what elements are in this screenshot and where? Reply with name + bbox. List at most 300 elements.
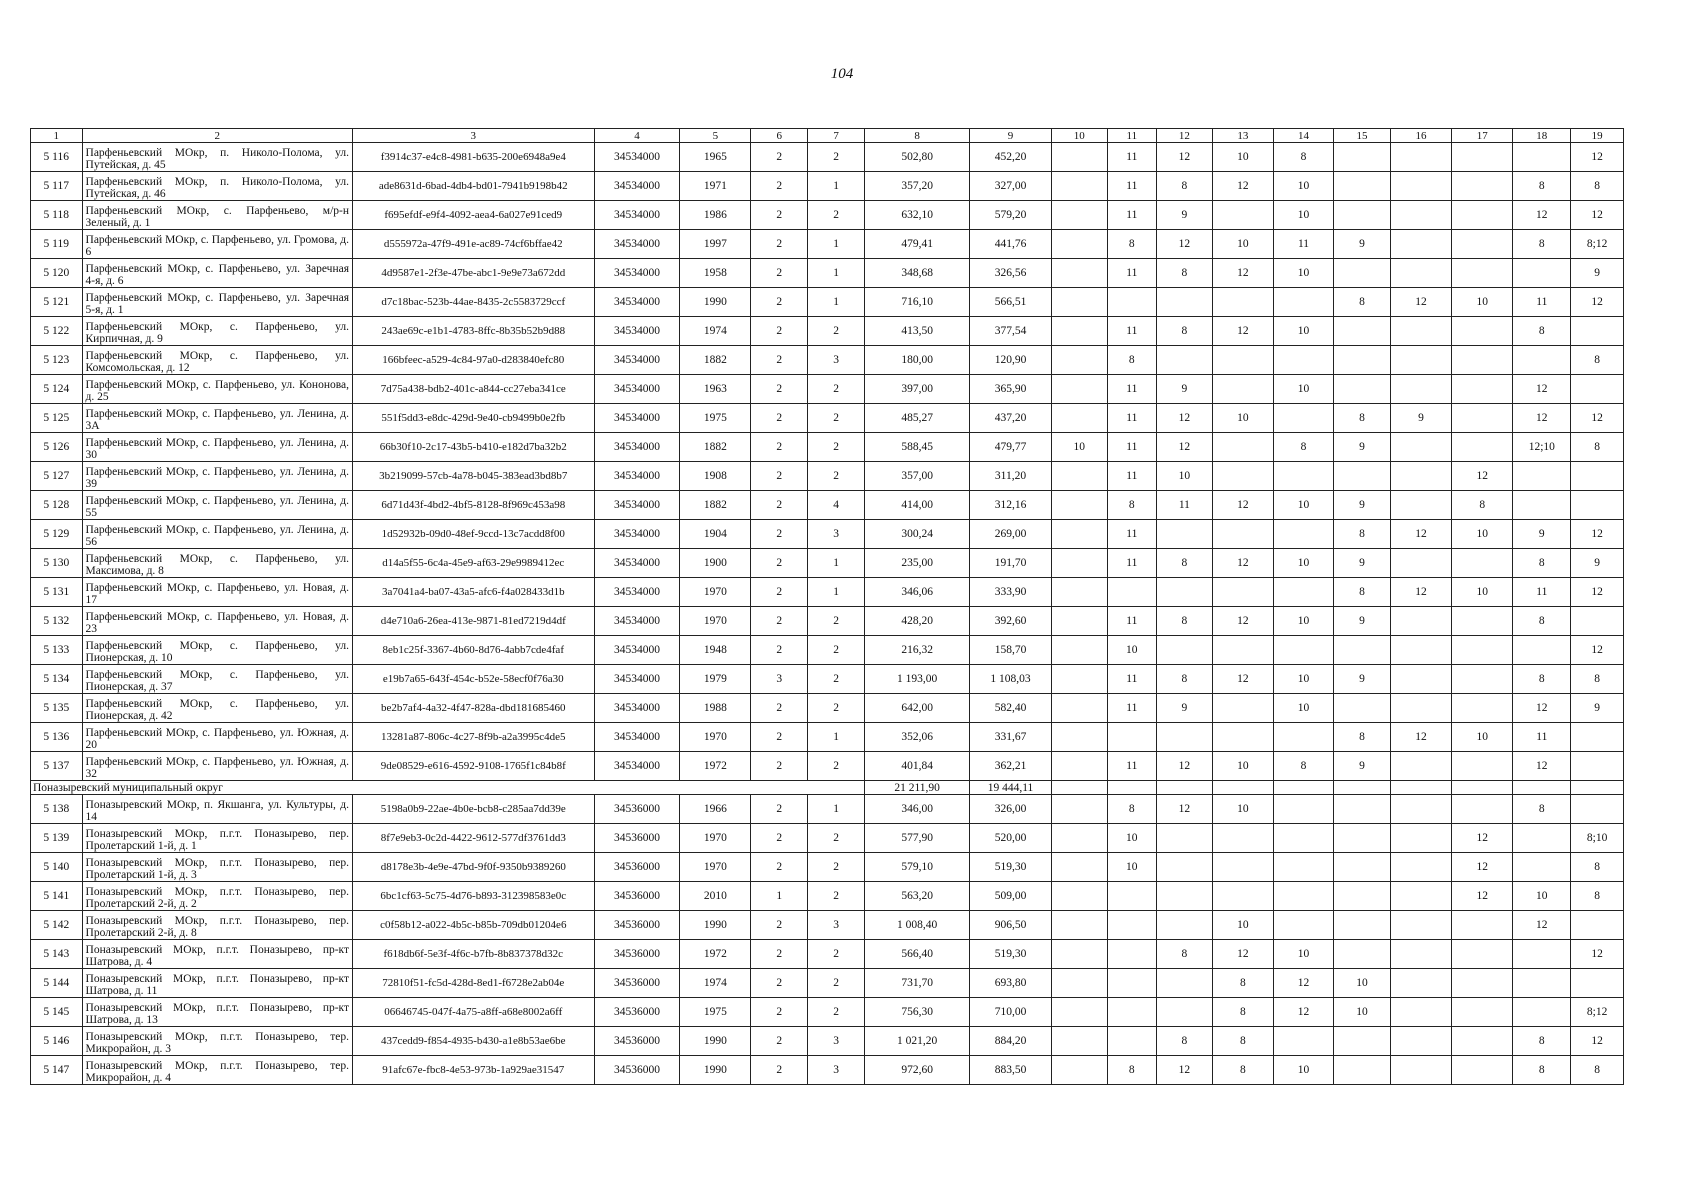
table-row bbox=[31, 636, 1624, 665]
cell-oktmo: 34534000 bbox=[594, 723, 680, 752]
cell-c16 bbox=[1390, 1027, 1451, 1056]
cell-c19: 8 bbox=[1571, 172, 1624, 201]
cell-c11: 10 bbox=[1107, 853, 1156, 882]
cell-c14 bbox=[1273, 911, 1333, 940]
cell-c16 bbox=[1390, 462, 1451, 491]
cell-c10 bbox=[1051, 752, 1107, 781]
cell-c10 bbox=[1051, 375, 1107, 404]
cell-c18: 8 bbox=[1513, 172, 1571, 201]
cell-c19 bbox=[1571, 752, 1624, 781]
cell-c10 bbox=[1051, 694, 1107, 723]
column-number-cell: 5 bbox=[680, 129, 751, 143]
cell-c10 bbox=[1051, 607, 1107, 636]
cell-addr: Парфеньевский МОкр, с. Парфеньево, ул. Пионерская, д. 37 bbox=[82, 665, 353, 694]
cell-c7: 2 bbox=[808, 201, 865, 230]
table-header bbox=[31, 129, 1624, 143]
cell-c15 bbox=[1334, 143, 1391, 172]
cell-c12 bbox=[1156, 853, 1212, 882]
cell-year: 1965 bbox=[680, 143, 751, 172]
cell-c8: 588,45 bbox=[865, 433, 970, 462]
cell-c13 bbox=[1212, 636, 1273, 665]
cell-c11: 11 bbox=[1107, 201, 1156, 230]
cell-c10 bbox=[1051, 143, 1107, 172]
cell-c14 bbox=[1273, 578, 1333, 607]
cell-c11 bbox=[1107, 578, 1156, 607]
cell-c19: 12 bbox=[1571, 201, 1624, 230]
cell-c9: 452,20 bbox=[970, 143, 1052, 172]
cell-c12 bbox=[1156, 636, 1212, 665]
cell-addr: Парфеньевский МОкр, с. Парфеньево, ул. Пионерская, д. 10 bbox=[82, 636, 353, 665]
cell-c13: 10 bbox=[1212, 230, 1273, 259]
cell-c16: 12 bbox=[1390, 520, 1451, 549]
cell-c7: 2 bbox=[808, 752, 865, 781]
cell-c14: 10 bbox=[1273, 201, 1333, 230]
cell-addr: Парфеньевский МОкр, с. Парфеньево, ул. Ленина, д. 3А bbox=[82, 404, 353, 433]
column-number-cell: 2 bbox=[82, 129, 353, 143]
cell-c12: 8 bbox=[1156, 549, 1212, 578]
cell-c14: 10 bbox=[1273, 375, 1333, 404]
table-row bbox=[31, 824, 1624, 853]
cell-c6: 2 bbox=[751, 549, 808, 578]
cell-guid: 06646745-047f-4a75-a8ff-a68e8002a6ff bbox=[353, 998, 595, 1027]
cell-year: 1970 bbox=[680, 853, 751, 882]
cell-c10 bbox=[1051, 578, 1107, 607]
cell-c18: 12 bbox=[1513, 752, 1571, 781]
cell-n: 5 143 bbox=[31, 940, 83, 969]
cell-c9: 1 108,03 bbox=[970, 665, 1052, 694]
cell-c10 bbox=[1051, 172, 1107, 201]
cell-c19 bbox=[1571, 723, 1624, 752]
cell-c16 bbox=[1390, 317, 1451, 346]
column-number-row bbox=[31, 129, 1624, 143]
cell-c15: 10 bbox=[1334, 998, 1391, 1027]
cell-oktmo: 34534000 bbox=[594, 172, 680, 201]
cell-c17 bbox=[1452, 795, 1513, 824]
cell-c13: 10 bbox=[1212, 795, 1273, 824]
cell-c10 bbox=[1051, 230, 1107, 259]
cell-guid: d8178e3b-4e9e-47bd-9f0f-9350b9389260 bbox=[353, 853, 595, 882]
cell-c6: 2 bbox=[751, 853, 808, 882]
table-row bbox=[31, 520, 1624, 549]
cell-year: 1975 bbox=[680, 404, 751, 433]
column-number-cell: 9 bbox=[970, 129, 1052, 143]
cell-c9: 158,70 bbox=[970, 636, 1052, 665]
cell-c14 bbox=[1273, 346, 1333, 375]
cell-c7: 3 bbox=[808, 1056, 865, 1085]
column-number-cell: 15 bbox=[1334, 129, 1391, 143]
cell-c16 bbox=[1390, 433, 1451, 462]
cell-c13 bbox=[1212, 578, 1273, 607]
cell-c19: 9 bbox=[1571, 694, 1624, 723]
cell-guid: 7d75a438-bdb2-401c-a844-cc27eba341ce bbox=[353, 375, 595, 404]
cell-addr: Парфеньевский МОкр, с. Парфеньево, ул. Кононова, д. 25 bbox=[82, 375, 353, 404]
table-row bbox=[31, 694, 1624, 723]
cell-guid: f695efdf-e9f4-4092-aea4-6a027e91ced9 bbox=[353, 201, 595, 230]
cell-addr: Парфеньевский МОкр, с. Парфеньево, ул. Комсомольская, д. 12 bbox=[82, 346, 353, 375]
cell-guid: d4e710a6-26ea-413e-9871-81ed7219d4df bbox=[353, 607, 595, 636]
cell-c19: 8;12 bbox=[1571, 998, 1624, 1027]
cell-c19 bbox=[1571, 462, 1624, 491]
cell-c6: 2 bbox=[751, 795, 808, 824]
district-total-row bbox=[31, 781, 1624, 795]
cell-c15 bbox=[1334, 694, 1391, 723]
cell-c14: 10 bbox=[1273, 607, 1333, 636]
table-row bbox=[31, 259, 1624, 288]
cell-c18: 10 bbox=[1513, 882, 1571, 911]
cell-c19: 8 bbox=[1571, 853, 1624, 882]
cell-c11: 11 bbox=[1107, 375, 1156, 404]
cell-c7: 3 bbox=[808, 346, 865, 375]
cell-c11: 11 bbox=[1107, 404, 1156, 433]
cell-c18: 12;10 bbox=[1513, 433, 1571, 462]
cell-n: 5 129 bbox=[31, 520, 83, 549]
cell-c19: 12 bbox=[1571, 288, 1624, 317]
cell-c13: 12 bbox=[1212, 607, 1273, 636]
table-row bbox=[31, 201, 1624, 230]
cell-c18: 11 bbox=[1513, 723, 1571, 752]
cell-c10 bbox=[1051, 911, 1107, 940]
cell-c6: 2 bbox=[751, 578, 808, 607]
cell-c19: 12 bbox=[1571, 940, 1624, 969]
cell-c10 bbox=[1051, 636, 1107, 665]
cell-c16: 12 bbox=[1390, 288, 1451, 317]
cell-c9: 519,30 bbox=[970, 940, 1052, 969]
cell-c8: 352,06 bbox=[865, 723, 970, 752]
table-body bbox=[31, 143, 1624, 1085]
cell-c19 bbox=[1571, 607, 1624, 636]
cell-c15: 9 bbox=[1334, 491, 1391, 520]
cell-oktmo: 34534000 bbox=[594, 636, 680, 665]
cell-oktmo: 34534000 bbox=[594, 549, 680, 578]
cell-c8: 579,10 bbox=[865, 853, 970, 882]
cell-c18: 11 bbox=[1513, 578, 1571, 607]
cell-guid: 91afc67e-fbc8-4e53-973b-1a929ae31547 bbox=[353, 1056, 595, 1085]
cell-c14: 10 bbox=[1273, 172, 1333, 201]
cell-c6: 2 bbox=[751, 462, 808, 491]
cell-c15 bbox=[1334, 346, 1391, 375]
cell-c8: 1 008,40 bbox=[865, 911, 970, 940]
cell-c6: 2 bbox=[751, 143, 808, 172]
cell-c8: 1 021,20 bbox=[865, 1027, 970, 1056]
cell-oktmo: 34534000 bbox=[594, 462, 680, 491]
cell-c11: 11 bbox=[1107, 752, 1156, 781]
cell-c14: 10 bbox=[1273, 549, 1333, 578]
table-row bbox=[31, 998, 1624, 1027]
cell-c18: 12 bbox=[1513, 404, 1571, 433]
cell-c7: 2 bbox=[808, 636, 865, 665]
cell-c18 bbox=[1513, 636, 1571, 665]
cell-oktmo: 34534000 bbox=[594, 404, 680, 433]
cell-year: 1975 bbox=[680, 998, 751, 1027]
cell-c8: 756,30 bbox=[865, 998, 970, 1027]
cell-c11 bbox=[1107, 288, 1156, 317]
cell-c8: 413,50 bbox=[865, 317, 970, 346]
cell-c7: 1 bbox=[808, 288, 865, 317]
cell-guid: 72810f51-fc5d-428d-8ed1-f6728e2ab04e bbox=[353, 969, 595, 998]
table-row bbox=[31, 853, 1624, 882]
cell-c19: 8 bbox=[1571, 882, 1624, 911]
cell-c14 bbox=[1273, 1027, 1333, 1056]
cell-addr: Поназыревский МОкр, п.г.т. Поназырево, пр-кт Шатрова, д. 11 bbox=[82, 969, 353, 998]
cell-c9: 479,77 bbox=[970, 433, 1052, 462]
cell-year: 1970 bbox=[680, 824, 751, 853]
cell-c10: 10 bbox=[1051, 433, 1107, 462]
cell-c8: 300,24 bbox=[865, 520, 970, 549]
cell-c12: 12 bbox=[1156, 433, 1212, 462]
cell-c7: 2 bbox=[808, 824, 865, 853]
cell-year: 1882 bbox=[680, 346, 751, 375]
cell-c14: 10 bbox=[1273, 665, 1333, 694]
cell-c9: 377,54 bbox=[970, 317, 1052, 346]
cell-c15 bbox=[1334, 201, 1391, 230]
cell-c9: 519,30 bbox=[970, 853, 1052, 882]
cell-c15 bbox=[1334, 259, 1391, 288]
cell-c13: 8 bbox=[1212, 969, 1273, 998]
table-row bbox=[31, 230, 1624, 259]
cell-c14 bbox=[1273, 853, 1333, 882]
cell-c10 bbox=[1051, 201, 1107, 230]
cell-c7: 2 bbox=[808, 882, 865, 911]
cell-c13 bbox=[1212, 201, 1273, 230]
cell-n: 5 136 bbox=[31, 723, 83, 752]
cell-c8: 346,06 bbox=[865, 578, 970, 607]
cell-c17: 12 bbox=[1452, 462, 1513, 491]
cell-c9: 311,20 bbox=[970, 462, 1052, 491]
cell-c19 bbox=[1571, 795, 1624, 824]
cell-c7: 2 bbox=[808, 853, 865, 882]
cell-year: 1958 bbox=[680, 259, 751, 288]
cell-c18 bbox=[1513, 491, 1571, 520]
cell-c8: 357,20 bbox=[865, 172, 970, 201]
cell-c8: 502,80 bbox=[865, 143, 970, 172]
cell-c7: 3 bbox=[808, 1027, 865, 1056]
cell-c9: 326,00 bbox=[970, 795, 1052, 824]
cell-c18 bbox=[1513, 853, 1571, 882]
cell-c13 bbox=[1212, 288, 1273, 317]
cell-c10 bbox=[1051, 346, 1107, 375]
cell-c11 bbox=[1107, 998, 1156, 1027]
cell-c18: 12 bbox=[1513, 201, 1571, 230]
cell-c11: 11 bbox=[1107, 607, 1156, 636]
cell-guid: d555972a-47f9-491e-ac89-74cf6bffae42 bbox=[353, 230, 595, 259]
district-name: Поназыревский муниципальный округ bbox=[31, 781, 865, 795]
cell-c12: 9 bbox=[1156, 201, 1212, 230]
cell-c6: 2 bbox=[751, 636, 808, 665]
cell-c11: 8 bbox=[1107, 346, 1156, 375]
cell-guid: 437cedd9-f854-4935-b430-a1e8b53ae6be bbox=[353, 1027, 595, 1056]
cell-c14: 10 bbox=[1273, 694, 1333, 723]
cell-c9: 331,67 bbox=[970, 723, 1052, 752]
cell-year: 1972 bbox=[680, 752, 751, 781]
cell-c16 bbox=[1390, 491, 1451, 520]
cell-c13 bbox=[1212, 694, 1273, 723]
cell-c9: 362,21 bbox=[970, 752, 1052, 781]
table-row bbox=[31, 940, 1624, 969]
cell-c8: 428,20 bbox=[865, 607, 970, 636]
cell-n: 5 116 bbox=[31, 143, 83, 172]
cell-c12: 8 bbox=[1156, 172, 1212, 201]
empty-cell bbox=[1571, 781, 1624, 795]
cell-c12 bbox=[1156, 346, 1212, 375]
cell-c12 bbox=[1156, 998, 1212, 1027]
table-row bbox=[31, 462, 1624, 491]
cell-n: 5 126 bbox=[31, 433, 83, 462]
cell-c11: 11 bbox=[1107, 172, 1156, 201]
cell-c12: 12 bbox=[1156, 1056, 1212, 1085]
cell-guid: 166bfeec-a529-4c84-97a0-d283840efc80 bbox=[353, 346, 595, 375]
cell-addr: Парфеньевский МОкр, с. Парфеньево, ул. Громова, д. 6 bbox=[82, 230, 353, 259]
cell-c7: 2 bbox=[808, 940, 865, 969]
cell-c16 bbox=[1390, 230, 1451, 259]
cell-c16 bbox=[1390, 911, 1451, 940]
cell-year: 1882 bbox=[680, 433, 751, 462]
cell-c12: 9 bbox=[1156, 694, 1212, 723]
cell-guid: ade8631d-6bad-4db4-bd01-7941b9198b42 bbox=[353, 172, 595, 201]
cell-year: 1966 bbox=[680, 795, 751, 824]
cell-c17 bbox=[1452, 433, 1513, 462]
cell-c17: 10 bbox=[1452, 723, 1513, 752]
cell-oktmo: 34534000 bbox=[594, 143, 680, 172]
cell-c18: 8 bbox=[1513, 795, 1571, 824]
cell-c15 bbox=[1334, 940, 1391, 969]
cell-c10 bbox=[1051, 824, 1107, 853]
cell-addr: Поназыревский МОкр, п.г.т. Поназырево, тер. Микрорайон, д. 4 bbox=[82, 1056, 353, 1085]
cell-c13: 12 bbox=[1212, 317, 1273, 346]
cell-c12 bbox=[1156, 969, 1212, 998]
cell-c19 bbox=[1571, 375, 1624, 404]
cell-c8: 479,41 bbox=[865, 230, 970, 259]
cell-addr: Парфеньевский МОкр, с. Парфеньево, ул. Новая, д. 17 bbox=[82, 578, 353, 607]
column-number-cell: 4 bbox=[594, 129, 680, 143]
cell-c11 bbox=[1107, 723, 1156, 752]
cell-c16: 9 bbox=[1390, 404, 1451, 433]
cell-year: 1904 bbox=[680, 520, 751, 549]
cell-guid: 5198a0b9-22ae-4b0e-bcb8-c285aa7dd39e bbox=[353, 795, 595, 824]
table-row bbox=[31, 1027, 1624, 1056]
cell-c12: 12 bbox=[1156, 230, 1212, 259]
cell-c17 bbox=[1452, 346, 1513, 375]
cell-c18: 12 bbox=[1513, 375, 1571, 404]
cell-c14: 11 bbox=[1273, 230, 1333, 259]
cell-year: 1882 bbox=[680, 491, 751, 520]
cell-c10 bbox=[1051, 462, 1107, 491]
empty-cell bbox=[1156, 781, 1212, 795]
cell-c12: 8 bbox=[1156, 940, 1212, 969]
cell-c15: 9 bbox=[1334, 433, 1391, 462]
cell-c15 bbox=[1334, 636, 1391, 665]
cell-n: 5 147 bbox=[31, 1056, 83, 1085]
cell-c14 bbox=[1273, 404, 1333, 433]
table-row bbox=[31, 288, 1624, 317]
cell-c8: 180,00 bbox=[865, 346, 970, 375]
cell-c14 bbox=[1273, 824, 1333, 853]
cell-c13: 12 bbox=[1212, 940, 1273, 969]
cell-c7: 1 bbox=[808, 723, 865, 752]
cell-c19 bbox=[1571, 969, 1624, 998]
cell-addr: Поназыревский МОкр, п.г.т. Поназырево, тер. Микрорайон, д. 3 bbox=[82, 1027, 353, 1056]
cell-c19: 12 bbox=[1571, 143, 1624, 172]
cell-c9: 365,90 bbox=[970, 375, 1052, 404]
cell-c13 bbox=[1212, 853, 1273, 882]
cell-n: 5 133 bbox=[31, 636, 83, 665]
cell-c6: 3 bbox=[751, 665, 808, 694]
table-row bbox=[31, 665, 1624, 694]
cell-c12: 8 bbox=[1156, 259, 1212, 288]
cell-year: 1990 bbox=[680, 288, 751, 317]
cell-c12 bbox=[1156, 288, 1212, 317]
cell-c7: 4 bbox=[808, 491, 865, 520]
table-row bbox=[31, 723, 1624, 752]
cell-oktmo: 34536000 bbox=[594, 940, 680, 969]
cell-c19: 9 bbox=[1571, 259, 1624, 288]
cell-c6: 2 bbox=[751, 752, 808, 781]
cell-c17 bbox=[1452, 752, 1513, 781]
cell-addr: Парфеньевский МОкр, с. Парфеньево, м/р-н Зеленый, д. 1 bbox=[82, 201, 353, 230]
cell-c12: 12 bbox=[1156, 795, 1212, 824]
cell-n: 5 132 bbox=[31, 607, 83, 636]
cell-c10 bbox=[1051, 288, 1107, 317]
cell-c18 bbox=[1513, 998, 1571, 1027]
cell-c15 bbox=[1334, 882, 1391, 911]
cell-c7: 1 bbox=[808, 259, 865, 288]
cell-c15 bbox=[1334, 853, 1391, 882]
cell-guid: 4d9587e1-2f3e-47be-abc1-9e9e73a672dd bbox=[353, 259, 595, 288]
cell-c8: 731,70 bbox=[865, 969, 970, 998]
cell-year: 1990 bbox=[680, 911, 751, 940]
cell-c9: 566,51 bbox=[970, 288, 1052, 317]
cell-n: 5 144 bbox=[31, 969, 83, 998]
cell-c15: 10 bbox=[1334, 969, 1391, 998]
cell-c18 bbox=[1513, 969, 1571, 998]
cell-c17 bbox=[1452, 404, 1513, 433]
cell-c15: 8 bbox=[1334, 520, 1391, 549]
cell-c9: 441,76 bbox=[970, 230, 1052, 259]
table-row bbox=[31, 911, 1624, 940]
cell-oktmo: 34536000 bbox=[594, 911, 680, 940]
cell-c16 bbox=[1390, 853, 1451, 882]
cell-c11: 10 bbox=[1107, 824, 1156, 853]
cell-c13 bbox=[1212, 520, 1273, 549]
cell-c13: 8 bbox=[1212, 1056, 1273, 1085]
cell-c17 bbox=[1452, 940, 1513, 969]
cell-c18: 8 bbox=[1513, 1056, 1571, 1085]
cell-n: 5 140 bbox=[31, 853, 83, 882]
cell-c6: 2 bbox=[751, 1056, 808, 1085]
table-row bbox=[31, 375, 1624, 404]
cell-c13: 12 bbox=[1212, 172, 1273, 201]
cell-c12 bbox=[1156, 578, 1212, 607]
cell-c6: 2 bbox=[751, 375, 808, 404]
cell-c9: 582,40 bbox=[970, 694, 1052, 723]
cell-c11 bbox=[1107, 969, 1156, 998]
cell-n: 5 139 bbox=[31, 824, 83, 853]
column-number-cell: 16 bbox=[1390, 129, 1451, 143]
cell-c15 bbox=[1334, 375, 1391, 404]
cell-c8: 357,00 bbox=[865, 462, 970, 491]
cell-c12 bbox=[1156, 882, 1212, 911]
cell-c11 bbox=[1107, 911, 1156, 940]
cell-addr: Поназыревский МОкр, п.г.т. Поназырево, пер. Пролетарский 1-й, д. 1 bbox=[82, 824, 353, 853]
cell-addr: Парфеньевский МОкр, с. Парфеньево, ул. Новая, д. 23 bbox=[82, 607, 353, 636]
cell-c9: 693,80 bbox=[970, 969, 1052, 998]
cell-c13: 12 bbox=[1212, 491, 1273, 520]
cell-addr: Поназыревский МОкр, п.г.т. Поназырево, пр-кт Шатрова, д. 13 bbox=[82, 998, 353, 1027]
cell-c10 bbox=[1051, 404, 1107, 433]
cell-c7: 2 bbox=[808, 433, 865, 462]
cell-c12: 8 bbox=[1156, 1027, 1212, 1056]
cell-c16 bbox=[1390, 824, 1451, 853]
cell-c11: 11 bbox=[1107, 317, 1156, 346]
